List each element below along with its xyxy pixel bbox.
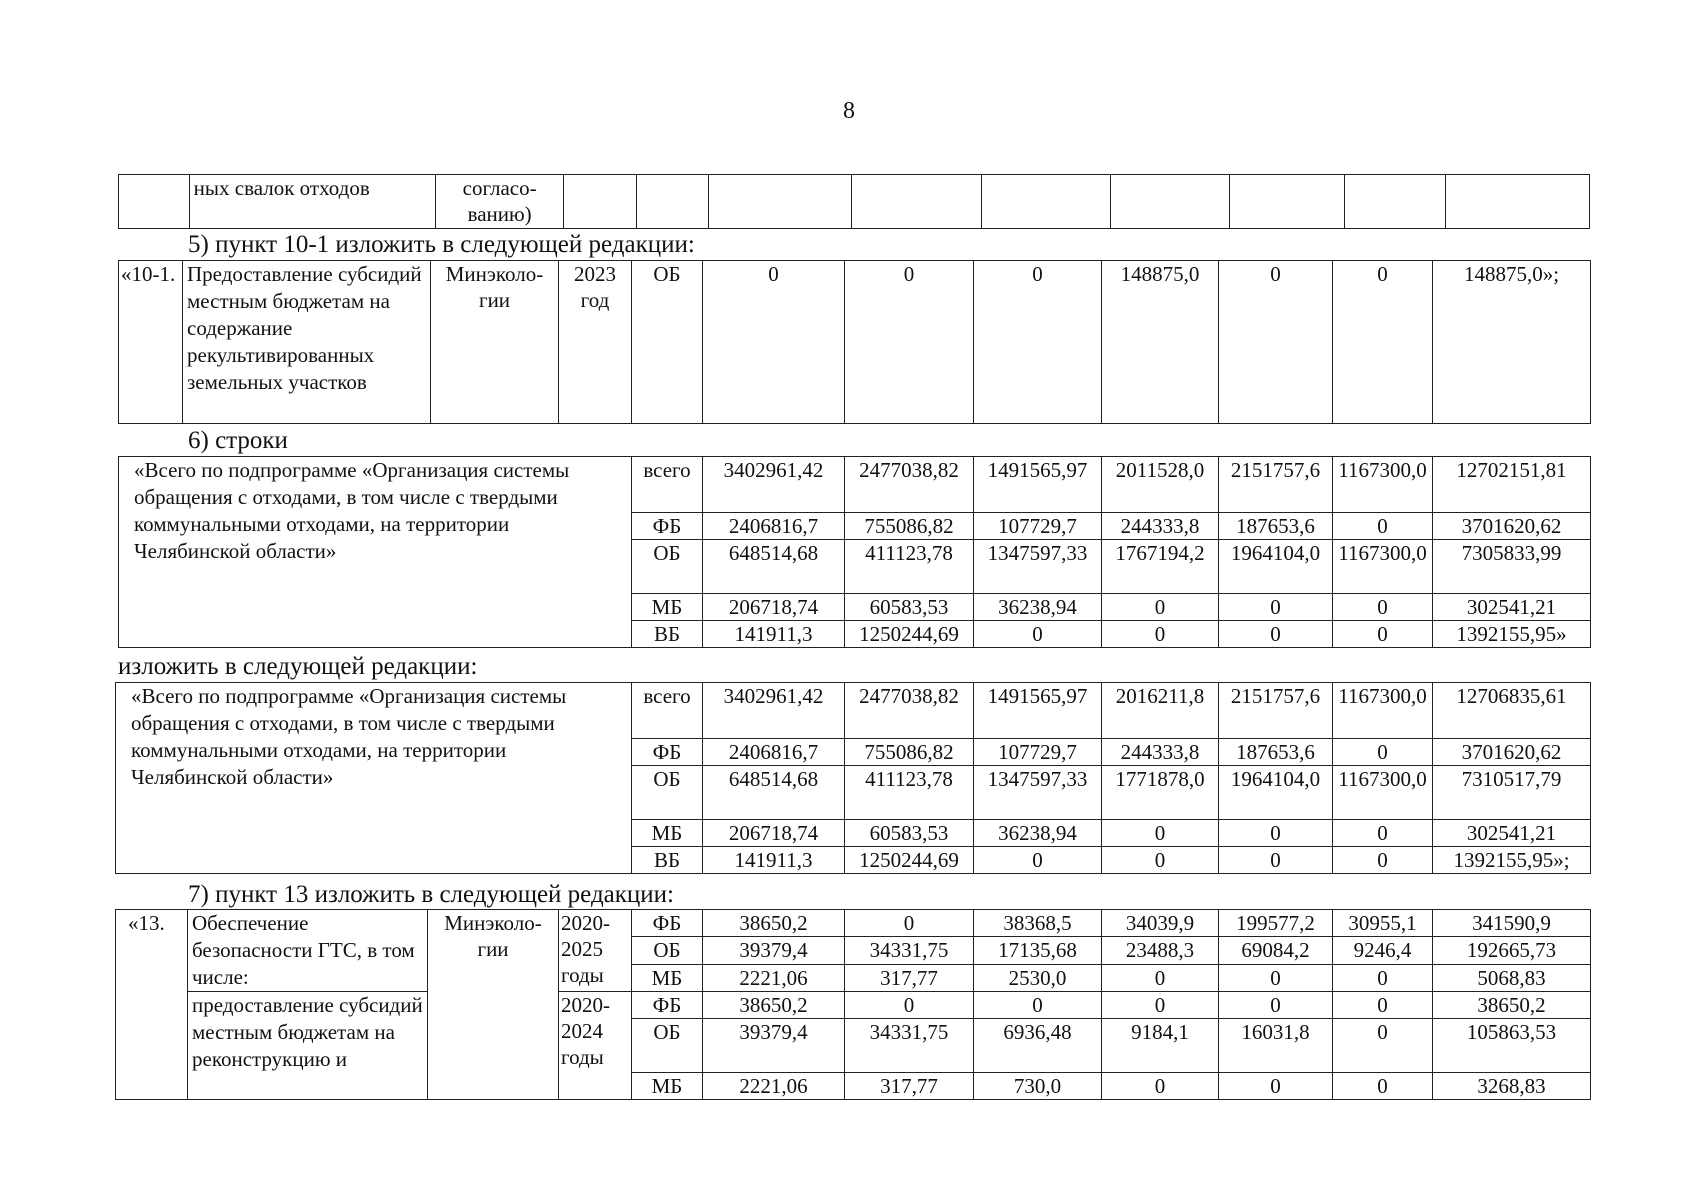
value-cell: 1167300,0	[1333, 457, 1433, 513]
value-cell: 317,77	[845, 964, 974, 991]
funding-source: ФБ	[632, 910, 703, 937]
item-years: 2020- 2024 годы	[559, 992, 632, 1100]
value-cell-total: 5068,83	[1433, 964, 1591, 991]
value-cell: 0	[1102, 1073, 1219, 1100]
value-cell: 2011528,0	[1102, 457, 1219, 513]
value-cell: 107729,7	[974, 513, 1102, 540]
value-cell: 2221,06	[703, 1073, 845, 1100]
value-cell: 16031,8	[1219, 1019, 1333, 1073]
value-cell: 34039,9	[1102, 910, 1219, 937]
funding-source: ФБ	[632, 992, 703, 1019]
value-cell: 1250244,69	[845, 847, 974, 874]
funding-source: МБ	[632, 1073, 703, 1100]
value-cell: 0	[974, 261, 1102, 424]
value-cell: 411123,78	[845, 766, 974, 820]
item-name: Предоставление субсидий местным бюджетам на содержание рекультивированных земельных участков	[183, 261, 431, 424]
value-cell: 0	[1219, 964, 1333, 991]
value-cell: 1167300,0	[1333, 683, 1433, 739]
funding-source: ФБ	[632, 739, 703, 766]
value-cell-total: 7310517,79	[1433, 766, 1591, 820]
value-cell: 317,77	[845, 1073, 974, 1100]
item-name: Обеспечение безопасности ГТС, в том числе:	[188, 910, 428, 992]
value-cell: 0	[1219, 261, 1333, 424]
funding-source: ВБ	[632, 847, 703, 874]
value-cell: 0	[845, 261, 974, 424]
value-cell: 0	[1333, 513, 1433, 540]
value-cell: 0	[1219, 1073, 1333, 1100]
value-cell-total: 1392155,95»	[1433, 621, 1591, 648]
value-cell: 244333,8	[1102, 739, 1219, 766]
value-cell: 1771878,0	[1102, 766, 1219, 820]
cell-empty	[119, 175, 190, 229]
value-cell: 0	[974, 621, 1102, 648]
value-cell: 0	[1102, 594, 1219, 621]
value-cell: 0	[974, 847, 1102, 874]
value-cell: 0	[1219, 621, 1333, 648]
value-cell-total: 105863,53	[1433, 1019, 1591, 1073]
funding-source: ВБ	[632, 621, 703, 648]
value-cell: 0	[1102, 847, 1219, 874]
value-cell: 2221,06	[703, 964, 845, 991]
value-cell: 0	[1333, 820, 1433, 847]
subprogram-total-label: «Всего по подпрограмме «Организация системы обращения с отходами, в том числе с твердыми коммунальными отходами, на территории Челябинской области»	[116, 683, 632, 874]
funding-source: ОБ	[632, 766, 703, 820]
item-name: ных свалок отходов	[189, 175, 435, 229]
value-cell: 0	[1333, 964, 1433, 991]
funding-source: ОБ	[632, 261, 703, 424]
item5-heading: 5) пункт 10-1 изложить в следующей редакции:	[188, 231, 695, 258]
value-cell: 206718,74	[703, 820, 845, 847]
value-cell: 648514,68	[703, 766, 845, 820]
item5-table	[118, 260, 1591, 424]
value-cell: 2477038,82	[845, 683, 974, 739]
value-cell: 6936,48	[974, 1019, 1102, 1073]
value-cell: 411123,78	[845, 540, 974, 594]
value-cell: 0	[703, 261, 845, 424]
value-cell: 34331,75	[845, 937, 974, 964]
value-cell: 0	[1333, 594, 1433, 621]
value-cell: 730,0	[974, 1073, 1102, 1100]
value-cell: 1167300,0	[1333, 766, 1433, 820]
value-cell: 0	[1219, 847, 1333, 874]
value-cell: 648514,68	[703, 540, 845, 594]
value-cell: 1167300,0	[1333, 540, 1433, 594]
value-cell: 199577,2	[1219, 910, 1333, 937]
item-executor: Минэколо- гии	[431, 261, 559, 424]
value-cell: 2151757,6	[1219, 457, 1333, 513]
subprogram-total-label: «Всего по подпрограмме «Организация системы обращения с отходами, в том числе с твердыми коммунальными отходами, на территории Челябинской области»	[119, 457, 632, 648]
value-cell-total: 3701620,62	[1433, 513, 1591, 540]
continuation-table	[118, 174, 1590, 229]
funding-source: ФБ	[632, 513, 703, 540]
value-cell: 1347597,33	[974, 766, 1102, 820]
value-cell: 141911,3	[703, 847, 845, 874]
value-cell: 60583,53	[845, 594, 974, 621]
value-cell: 1964104,0	[1219, 766, 1333, 820]
value-cell: 60583,53	[845, 820, 974, 847]
value-cell: 2016211,8	[1102, 683, 1219, 739]
funding-source: ОБ	[632, 937, 703, 964]
value-cell: 755086,82	[845, 739, 974, 766]
value-cell-total: 38650,2	[1433, 992, 1591, 1019]
value-cell: 1250244,69	[845, 621, 974, 648]
value-cell-total: 302541,21	[1433, 594, 1591, 621]
value-cell: 39379,4	[703, 937, 845, 964]
value-cell: 3402961,42	[703, 683, 845, 739]
value-cell-total: 3701620,62	[1433, 739, 1591, 766]
item-number: «10-1.	[119, 261, 183, 424]
value-cell: 0	[1219, 820, 1333, 847]
value-cell: 2151757,6	[1219, 683, 1333, 739]
item6-old-table	[118, 456, 1591, 648]
funding-source: ОБ	[632, 1019, 703, 1073]
item-years: 2020- 2025 годы	[559, 910, 632, 992]
item6-new-heading: изложить в следующей редакции:	[118, 653, 478, 680]
value-cell: 39379,4	[703, 1019, 845, 1073]
value-cell: 0	[1333, 992, 1433, 1019]
value-cell-total: 341590,9	[1433, 910, 1591, 937]
funding-source: всего	[632, 683, 703, 739]
value-cell-total: 12706835,61	[1433, 683, 1591, 739]
item-number: «13.	[116, 910, 188, 1100]
value-cell: 2477038,82	[845, 457, 974, 513]
value-cell: 38650,2	[703, 992, 845, 1019]
value-cell: 0	[1333, 261, 1433, 424]
value-cell: 9184,1	[1102, 1019, 1219, 1073]
value-cell: 187653,6	[1219, 739, 1333, 766]
value-cell: 107729,7	[974, 739, 1102, 766]
value-cell: 23488,3	[1102, 937, 1219, 964]
funding-source: ОБ	[632, 540, 703, 594]
item-executor: Минэколо- гии	[428, 910, 559, 1100]
funding-source: всего	[632, 457, 703, 513]
value-cell: 34331,75	[845, 1019, 974, 1073]
item7-table	[115, 909, 1591, 1100]
item-executor: согласо- ванию)	[436, 175, 564, 229]
value-cell-total: 12702151,81	[1433, 457, 1591, 513]
value-cell: 30955,1	[1333, 910, 1433, 937]
value-cell: 1491565,97	[974, 683, 1102, 739]
value-cell: 38368,5	[974, 910, 1102, 937]
value-cell-total: 302541,21	[1433, 820, 1591, 847]
funding-source: МБ	[632, 594, 703, 621]
value-cell: 0	[1333, 1073, 1433, 1100]
value-cell: 0	[845, 992, 974, 1019]
value-cell-total: 1392155,95»;	[1433, 847, 1591, 874]
value-cell: 17135,68	[974, 937, 1102, 964]
item-subname: предоставление субсидий местным бюджетам на реконструкцию и	[188, 992, 428, 1100]
value-cell-total: 148875,0»;	[1433, 261, 1591, 424]
value-cell-total: 7305833,99	[1433, 540, 1591, 594]
value-cell: 36238,94	[974, 594, 1102, 621]
value-cell: 1767194,2	[1102, 540, 1219, 594]
value-cell: 0	[974, 992, 1102, 1019]
item6-heading: 6) строки	[188, 427, 288, 454]
value-cell: 0	[1333, 1019, 1433, 1073]
value-cell: 1347597,33	[974, 540, 1102, 594]
value-cell-total: 192665,73	[1433, 937, 1591, 964]
value-cell: 0	[1102, 964, 1219, 991]
value-cell: 0	[845, 910, 974, 937]
value-cell: 2530,0	[974, 964, 1102, 991]
value-cell: 36238,94	[974, 820, 1102, 847]
value-cell: 2406816,7	[703, 513, 845, 540]
value-cell: 206718,74	[703, 594, 845, 621]
page-number: 8	[843, 98, 855, 124]
value-cell: 1964104,0	[1219, 540, 1333, 594]
value-cell: 9246,4	[1333, 937, 1433, 964]
value-cell: 0	[1102, 820, 1219, 847]
item7-heading: 7) пункт 13 изложить в следующей редакции:	[188, 881, 674, 908]
value-cell-total: 3268,83	[1433, 1073, 1591, 1100]
item6-new-table	[115, 682, 1591, 874]
funding-source: МБ	[632, 964, 703, 991]
value-cell: 148875,0	[1102, 261, 1219, 424]
value-cell: 2406816,7	[703, 739, 845, 766]
value-cell: 141911,3	[703, 621, 845, 648]
value-cell: 755086,82	[845, 513, 974, 540]
value-cell: 244333,8	[1102, 513, 1219, 540]
value-cell: 3402961,42	[703, 457, 845, 513]
value-cell: 0	[1102, 621, 1219, 648]
item-year: 2023 год	[559, 261, 632, 424]
value-cell: 1491565,97	[974, 457, 1102, 513]
value-cell: 187653,6	[1219, 513, 1333, 540]
value-cell: 38650,2	[703, 910, 845, 937]
value-cell: 0	[1219, 992, 1333, 1019]
value-cell: 0	[1219, 594, 1333, 621]
value-cell: 0	[1333, 847, 1433, 874]
value-cell: 69084,2	[1219, 937, 1333, 964]
value-cell: 0	[1102, 992, 1219, 1019]
value-cell: 0	[1333, 621, 1433, 648]
funding-source: МБ	[632, 820, 703, 847]
value-cell: 0	[1333, 739, 1433, 766]
